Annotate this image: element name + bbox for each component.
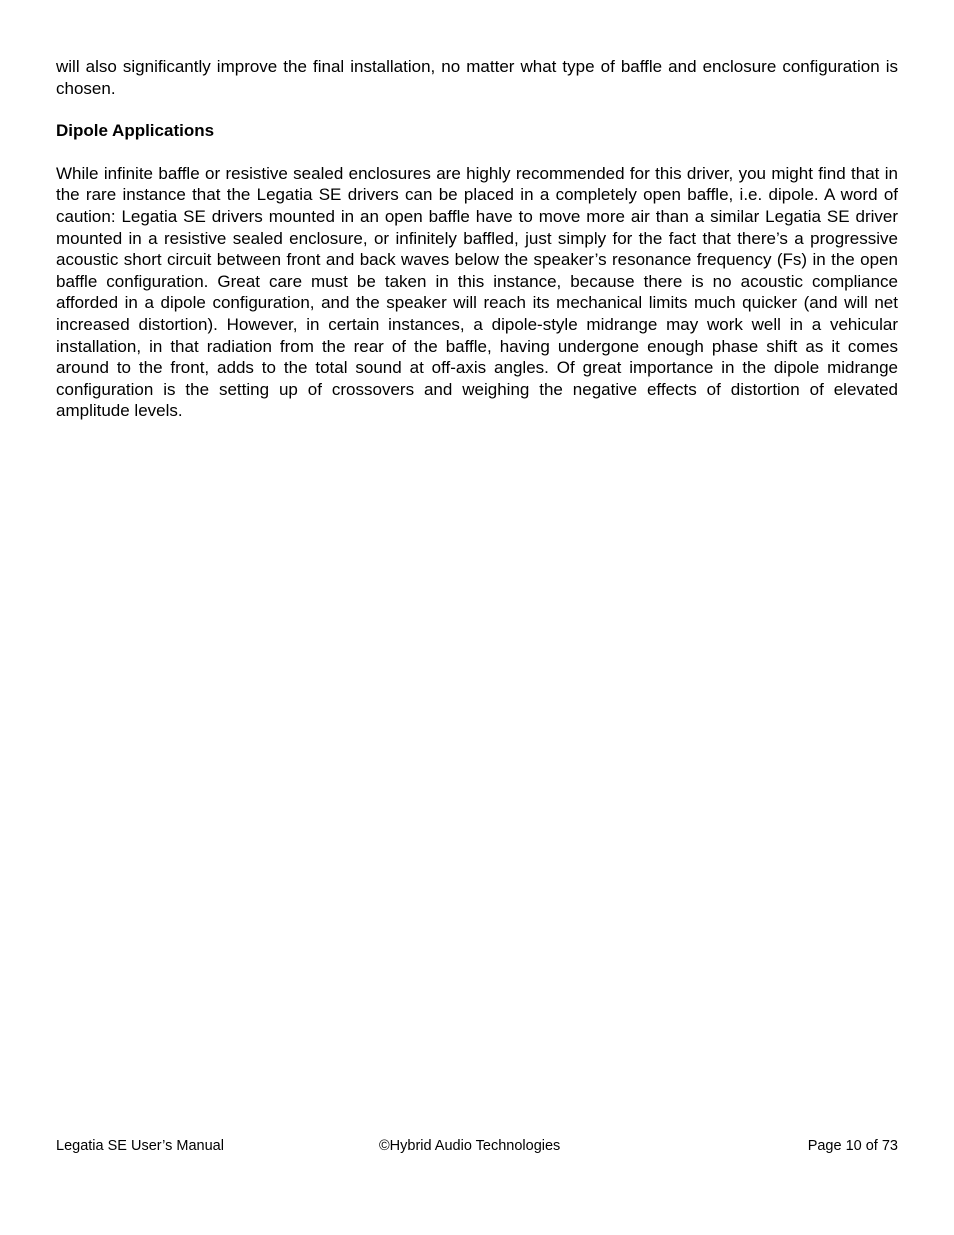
footer-manual-title: Legatia SE User’s Manual	[56, 1138, 224, 1154]
page-footer	[56, 1136, 898, 1156]
page-content	[56, 56, 898, 422]
section-heading: Dipole Applications	[56, 121, 215, 141]
section-paragraph: While infinite baffle or resistive sealed enclosures are highly recommended for this driver, you might find that in the rare instance that the Legatia SE drivers can be placed in a completely open baffle, i.e. dipole. A word of caution: Legatia SE drivers mounted in an open baffle have to move more air than a similar Legatia SE driver mounted in a resistive sealed enclosure, or infinitely baffled, just simply for the fact that there’s a progressive acoustic short circuit between front and back waves below the speaker’s resonance frequency (Fs) in the open baffle configuration. Great care must be taken in this instance, because there is no acoustic compliance afforded in a dipole configuration, and the speaker will reach its mechanical limits much quicker (and will net increased distortion). However, in certain instances, a dipole-style midrange may work well in a vehicular installation, in that radiation from the rear of the baffle, having undergone enough phase shift as it comes around to the front, adds to the total sound at off-axis angles. Of great importance in the dipole midrange configuration is the setting up of crossovers and weighing the negative effects of distortion of elevated amplitude levels.	[56, 163, 898, 421]
footer-copyright: ©Hybrid Audio Technologies	[379, 1138, 561, 1154]
continuation-paragraph: will also significantly improve the final installation, no matter what type of baffle and enclosure configuration is chosen.	[56, 57, 898, 98]
footer-page-number: Page 10 of 73	[807, 1138, 898, 1154]
